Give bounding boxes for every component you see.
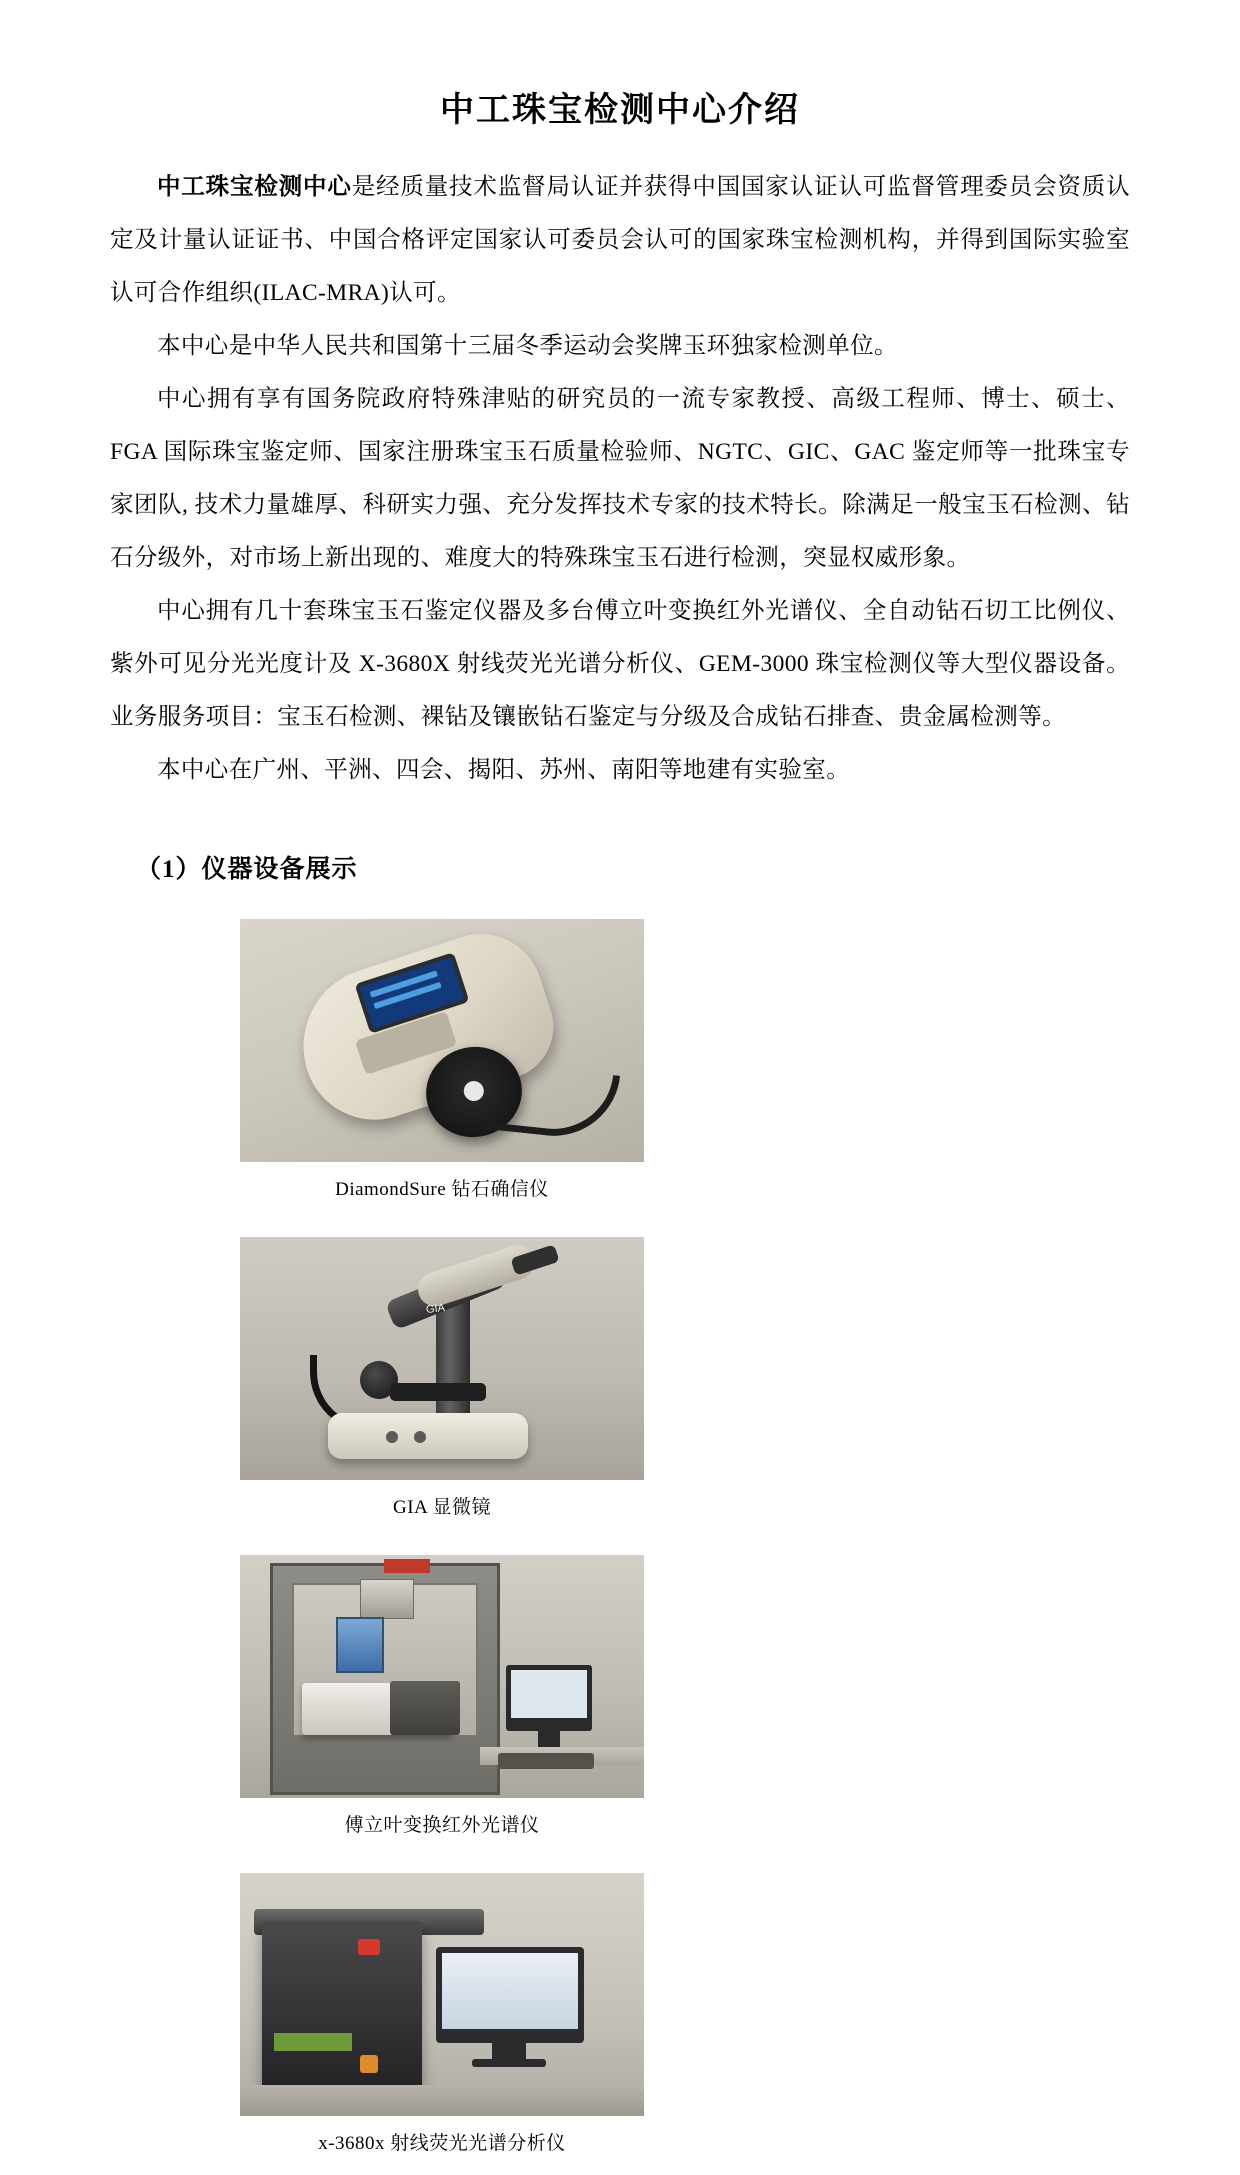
- paragraph-text: 中心拥有享有国务院政府特殊津贴的研究员的一流专家教授、高级工程师、博士、硕士、FGA 国际珠宝鉴定师、国家注册珠宝玉石质量检验师、NGTC、GIC、GAC 鉴定师等一批珠宝专家团队, 技术力量雄厚、科研实力强、充分发挥技术专家的技术特长。除满足一般宝玉石检测、钻石分级外，对市场上新出现的、难度大的特殊珠宝玉石进行检测，突显权威形象。: [110, 386, 1130, 571]
- figure-caption: x-3680x 射线荧光光谱分析仪: [318, 2133, 566, 2154]
- paragraph-experts: [110, 373, 1130, 585]
- microscope-base-shape: [328, 1413, 528, 1459]
- power-button-shape: [358, 1939, 380, 1955]
- monitor-stand-shape: [538, 1731, 560, 1747]
- computer-monitor-shape: [506, 1665, 592, 1731]
- equipment-gallery: [200, 903, 1040, 2175]
- microscope-stage-shape: [390, 1383, 486, 1401]
- page-title: 中工珠宝检测中心介绍: [440, 90, 800, 130]
- paragraph-labs: [110, 744, 1130, 797]
- figure-diamondsure: [240, 919, 644, 1215]
- analyzer-orange-button-shape: [360, 2055, 378, 2073]
- gia-brand-label: GIA: [425, 1302, 446, 1316]
- monitor-base-shape: [472, 2059, 546, 2067]
- figure-xrf: [240, 1873, 644, 2169]
- analyzer-green-strip-shape: [274, 2033, 352, 2051]
- figure-ftir: [240, 1555, 644, 1851]
- figure-caption: GIA 显微镜: [393, 1497, 491, 1518]
- spectrometer-module-shape: [390, 1681, 460, 1735]
- paragraph-text: 是经质量技术监督局认证并获得中国国家认证认可监督管理委员会资质认定及计量认证证书、中国合格评定国家认可委员会认可的国家珠宝检测机构，并得到国际实验室认可合作组织(ILAC-MRA)认可。: [110, 174, 1130, 306]
- cabinet-top-module-shape: [360, 1579, 414, 1619]
- paragraph-text: 本中心在广州、平洲、四会、揭阳、苏州、南阳等地建有实验室。: [157, 757, 851, 783]
- figure-gia-microscope: [240, 1237, 644, 1533]
- keyboard-shape: [498, 1753, 594, 1769]
- paragraph-text: 本中心是中华人民共和国第十三届冬季运动会奖牌玉环独家检测单位。: [157, 333, 898, 359]
- sample-chamber-shape: [336, 1617, 384, 1673]
- paragraph-text: 中心拥有几十套珠宝玉石鉴定仪器及多台傅立叶变换红外光谱仪、全自动钻石切工比例仪、紫外可见分光光度计及 X‑3680X 射线荧光光谱分析仪、GEM‑3000 珠宝检测仪等大型仪器设备。业务服务项目：宝玉石检测、裸钻及镶嵌钻石鉴定与分级及合成钻石排查、贵金属检测等。: [110, 598, 1130, 730]
- section-heading-equipment-gallery: （1）仪器设备展示: [136, 856, 358, 883]
- figure-caption: DiamondSure 钻石确信仪: [335, 1179, 549, 1200]
- diamondsure-device-photo: [240, 919, 644, 1162]
- paragraph-intro: [110, 161, 1130, 320]
- paragraph-equipment: [110, 585, 1130, 744]
- microscope-head-shape: [414, 1241, 539, 1310]
- paragraph-winter-games: [110, 320, 1130, 373]
- computer-monitor-shape: [436, 1947, 584, 2043]
- figure-caption: 傅立叶变换红外光谱仪: [344, 1815, 540, 1836]
- gia-microscope-photo: [240, 1237, 644, 1480]
- ftir-spectrometer-photo: [240, 1555, 644, 1798]
- xrf-analyzer-photo: [240, 1873, 644, 2116]
- device-cable-shape: [487, 1063, 620, 1143]
- paragraph-lead: 中工珠宝检测中心: [157, 174, 352, 200]
- analyzer-body-shape: [262, 1921, 422, 2089]
- desk-shape: [240, 2085, 644, 2116]
- cabinet-red-strip-shape: [384, 1559, 430, 1573]
